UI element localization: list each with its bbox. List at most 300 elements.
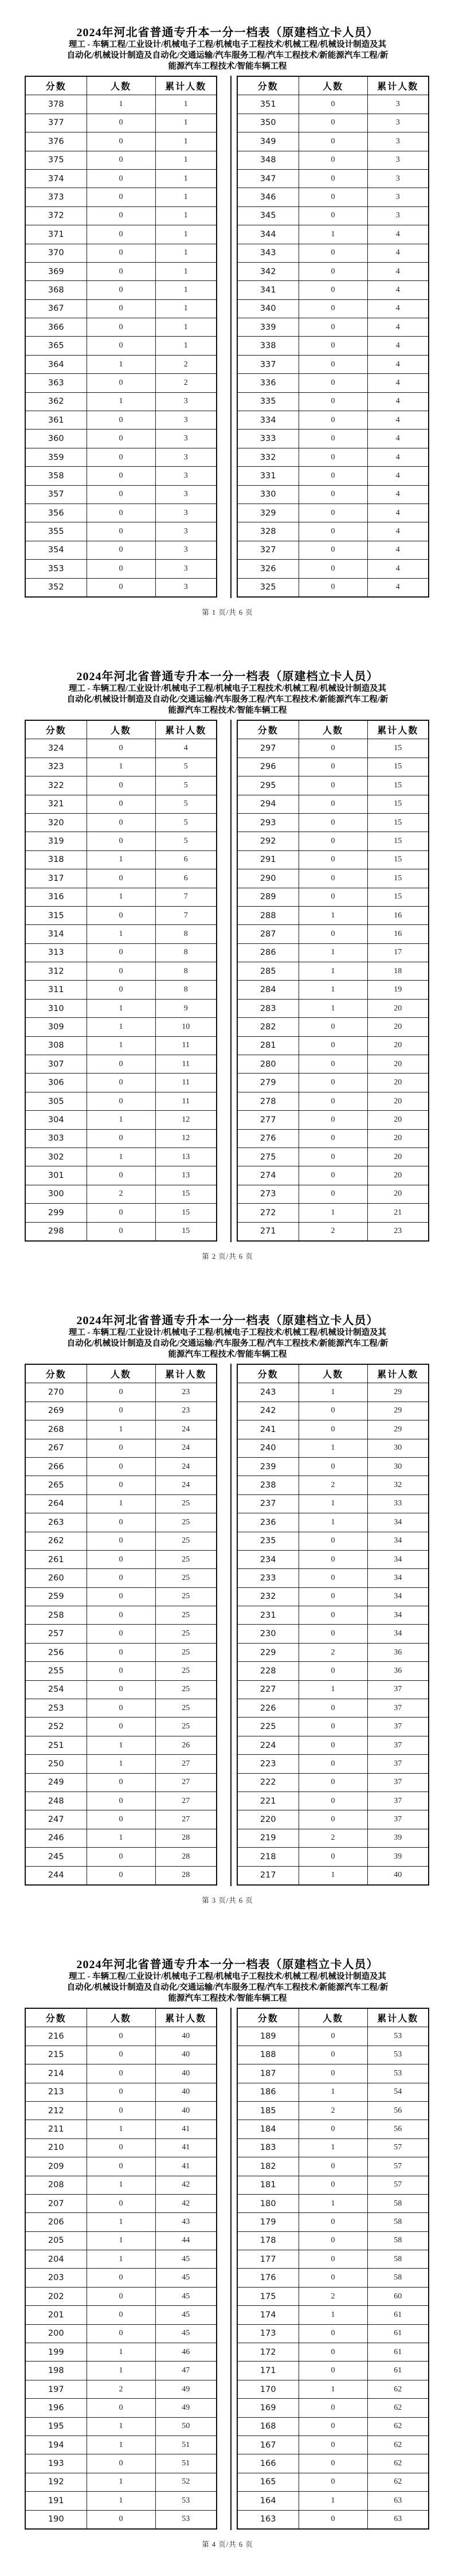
table-row [237,906,429,924]
count-cell: 0 [87,541,155,559]
table-row [237,206,429,225]
count-cell: 0 [87,1699,155,1718]
cumulative-cell: 3 [367,95,429,114]
cumulative-cell: 33 [367,1494,429,1513]
column-divider [230,1364,232,1886]
table-row [237,813,429,832]
document-page [0,1932,455,2576]
table-row [237,1680,429,1699]
score-cell: 168 [237,2417,299,2436]
table-row [25,281,217,299]
count-cell: 1 [299,1204,367,1222]
cumulative-cell: 6 [155,869,217,888]
table-row [237,1699,429,1718]
cumulative-cell: 16 [367,906,429,924]
score-cell: 196 [25,2399,87,2417]
table-row [25,2157,217,2176]
count-cell: 0 [87,1662,155,1680]
count-cell: 0 [87,1129,155,1148]
cumulative-cell: 42 [155,2176,217,2194]
cumulative-column-header: 累计人数 [155,720,217,739]
table-row [25,776,217,795]
cumulative-cell: 37 [367,1699,429,1718]
score-table-right [237,1364,429,1886]
count-cell: 0 [87,244,155,262]
count-cell: 0 [299,1625,367,1643]
table-row [25,850,217,869]
table-row [237,2492,429,2510]
table-row [237,1810,429,1829]
table-row [237,2380,429,2398]
cumulative-cell: 25 [155,1625,217,1643]
score-cell: 211 [25,2120,87,2138]
count-cell: 0 [299,1736,367,1754]
count-cell: 0 [87,2194,155,2212]
score-cell: 163 [237,2510,299,2529]
score-cell: 300 [25,1185,87,1203]
cumulative-cell: 45 [155,2269,217,2287]
table-row [25,504,217,522]
count-cell: 0 [299,1055,367,1074]
table-row [25,1111,217,1129]
cumulative-cell: 21 [367,1204,429,1222]
table-row [237,560,429,578]
score-cell: 232 [237,1587,299,1606]
cumulative-cell: 20 [367,1129,429,1148]
cumulative-cell: 5 [155,832,217,850]
subtitle-line: 能源汽车工程技术/智能车辆工程 [168,1350,287,1359]
subtitle-line: 理工 - 车辆工程/工业设计/机械电子工程/机械电子工程技术/机械工程/机械设计制造及其 [68,40,387,49]
count-cell: 0 [299,2064,367,2083]
count-cell: 0 [299,541,367,559]
cumulative-cell: 4 [367,411,429,430]
cumulative-cell: 20 [367,1092,429,1110]
cumulative-cell: 37 [367,1736,429,1754]
count-column-header: 人数 [299,720,367,739]
score-cell: 285 [237,962,299,981]
cumulative-cell: 2 [155,355,217,373]
table-row [25,2492,217,2510]
count-cell: 0 [299,430,367,448]
cumulative-cell: 4 [367,318,429,337]
score-cell: 347 [237,169,299,188]
score-cell: 185 [237,2101,299,2120]
count-cell: 0 [87,1222,155,1241]
table-row [25,2417,217,2436]
score-column-header: 分数 [25,1364,87,1383]
cumulative-cell: 25 [155,1680,217,1699]
cumulative-cell: 53 [367,2064,429,2083]
cumulative-cell: 53 [367,2046,429,2064]
cumulative-cell: 3 [367,206,429,225]
subtitle-line: 理工 - 车辆工程/工业设计/机械电子工程/机械电子工程技术/机械工程/机械设计制造及其 [68,1328,387,1337]
cumulative-cell: 17 [367,943,429,962]
count-cell: 0 [87,1718,155,1736]
table-row [25,1829,217,1847]
score-cell: 315 [25,906,87,924]
cumulative-cell: 1 [155,132,217,151]
score-cell: 367 [25,299,87,318]
score-cell: 345 [237,206,299,225]
cumulative-cell: 5 [155,758,217,776]
score-cell: 306 [25,1074,87,1092]
table-row [25,430,217,448]
score-cell: 354 [25,541,87,559]
cumulative-cell: 11 [155,1036,217,1055]
score-cell: 183 [237,2138,299,2157]
score-cell: 296 [237,758,299,776]
table-row [25,739,217,758]
count-cell: 0 [87,467,155,485]
count-cell: 0 [87,1773,155,1792]
table-row [237,151,429,169]
table-row [25,1606,217,1625]
cumulative-cell: 58 [367,2250,429,2269]
cumulative-cell: 25 [155,1494,217,1513]
column-divider [230,2008,232,2530]
table-row [25,758,217,776]
score-cell: 284 [237,981,299,999]
table-row [25,299,217,318]
count-cell: 0 [87,2269,155,2287]
count-cell: 0 [87,411,155,430]
cumulative-cell: 58 [367,2194,429,2212]
count-cell: 1 [87,2231,155,2250]
score-table-body [25,1383,217,1885]
count-cell: 0 [87,2138,155,2157]
score-cell: 223 [237,1755,299,1773]
cumulative-cell: 34 [367,1550,429,1568]
count-cell: 0 [87,448,155,466]
count-cell: 0 [87,1439,155,1457]
table-row [25,1222,217,1241]
cumulative-cell: 25 [155,1662,217,1680]
count-cell: 0 [299,1018,367,1036]
count-cell: 0 [299,832,367,850]
cumulative-cell: 34 [367,1569,429,1587]
score-cell: 241 [237,1420,299,1439]
table-row [25,2510,217,2529]
table-row [25,2101,217,2120]
score-cell: 182 [237,2157,299,2176]
table-row [237,374,429,392]
count-cell: 0 [299,1148,367,1166]
score-cell: 239 [237,1457,299,1476]
score-cell: 188 [237,2046,299,2064]
count-cell: 2 [87,1185,155,1203]
score-cell: 245 [25,1848,87,1866]
cumulative-cell: 40 [155,2046,217,2064]
cumulative-cell: 40 [155,2083,217,2101]
score-cell: 254 [25,1680,87,1699]
cumulative-cell: 20 [367,1036,429,1055]
cumulative-cell: 24 [155,1476,217,1494]
score-cell: 270 [25,1383,87,1402]
table-row [237,2362,429,2380]
score-cell: 198 [25,2362,87,2380]
table-row [237,1383,429,1402]
count-cell: 0 [299,262,367,280]
score-cell: 309 [25,1018,87,1036]
score-cell: 372 [25,206,87,225]
score-cell: 251 [25,1736,87,1754]
table-row [25,2138,217,2157]
score-cell: 259 [25,1587,87,1606]
cumulative-cell: 4 [367,392,429,411]
cumulative-cell: 29 [367,1420,429,1439]
cumulative-cell: 3 [367,151,429,169]
score-cell: 287 [237,925,299,943]
cumulative-cell: 53 [155,2510,217,2529]
table-row [237,1494,429,1513]
count-cell: 0 [87,1055,155,1074]
cumulative-cell: 58 [367,2231,429,2250]
cumulative-cell: 5 [155,795,217,813]
cumulative-cell: 61 [367,2343,429,2362]
table-row [237,448,429,466]
count-cell: 0 [299,2231,367,2250]
score-cell: 358 [25,467,87,485]
table-row [25,392,217,411]
table-row [237,1773,429,1792]
score-cell: 323 [25,758,87,776]
table-row [237,962,429,981]
score-cell: 176 [237,2269,299,2287]
table-row [237,2120,429,2138]
count-cell: 0 [299,1792,367,1810]
score-cell: 192 [25,2473,87,2491]
cumulative-cell: 25 [155,1513,217,1532]
table-row [25,1074,217,1092]
cumulative-cell: 61 [367,2306,429,2324]
cumulative-cell: 45 [155,2324,217,2343]
cumulative-cell: 15 [367,739,429,758]
table-row [237,114,429,132]
cumulative-cell: 4 [367,504,429,522]
table-row [25,1092,217,1110]
table-row [25,467,217,485]
count-cell: 0 [87,1625,155,1643]
count-cell: 1 [87,2362,155,2380]
count-cell: 0 [87,1166,155,1185]
score-cell: 215 [25,2046,87,2064]
count-cell: 0 [299,1755,367,1773]
score-cell: 220 [237,1810,299,1829]
count-cell: 0 [299,1092,367,1110]
count-cell: 0 [299,1587,367,1606]
score-cell: 227 [237,1680,299,1699]
table-row [25,813,217,832]
document-page [0,0,455,644]
cumulative-cell: 19 [367,981,429,999]
count-cell: 0 [299,2120,367,2138]
count-cell: 0 [299,795,367,813]
count-cell: 1 [87,850,155,869]
table-row [25,2343,217,2362]
score-cell: 267 [25,1439,87,1457]
document-page [0,1288,455,1932]
page-subtitle [0,1328,455,1360]
cumulative-column-header: 累计人数 [155,2008,217,2027]
table-row [237,2083,429,2101]
score-cell: 172 [237,2343,299,2362]
score-cell: 253 [25,1699,87,1718]
score-cell: 341 [237,281,299,299]
cumulative-cell: 56 [367,2120,429,2138]
table-row [25,981,217,999]
count-cell: 1 [299,2492,367,2510]
count-cell: 0 [299,281,367,299]
score-cell: 329 [237,504,299,522]
score-cell: 280 [237,1055,299,1074]
score-cell: 298 [25,1222,87,1241]
table-row [25,2380,217,2398]
cumulative-cell: 34 [367,1625,429,1643]
score-cell: 193 [25,2454,87,2473]
score-cell: 265 [25,1476,87,1494]
count-cell: 1 [299,2306,367,2324]
cumulative-cell: 49 [155,2380,217,2398]
score-cell: 375 [25,151,87,169]
count-cell: 0 [87,1402,155,1420]
page-footer: 第 3 页/共 6 页 [202,1896,253,1904]
score-table-left [25,2008,217,2530]
score-cell: 229 [237,1643,299,1661]
cumulative-cell: 54 [367,2083,429,2101]
cumulative-cell: 53 [367,2027,429,2046]
table-row [237,2454,429,2473]
cumulative-cell: 15 [367,869,429,888]
count-cell: 0 [299,2324,367,2343]
cumulative-cell: 15 [367,850,429,869]
cumulative-cell: 1 [155,169,217,188]
cumulative-cell: 24 [155,1439,217,1457]
table-row [25,1055,217,1074]
count-cell: 0 [87,981,155,999]
count-cell: 0 [299,485,367,504]
page-title: 2024年河北省普通专升本一分一档表（原建档立卡人员） [76,1958,379,1971]
count-cell: 0 [87,1092,155,1110]
count-cell: 0 [87,2306,155,2324]
cumulative-cell: 37 [367,1773,429,1792]
table-header-row [25,1364,217,1383]
count-cell: 0 [87,430,155,448]
count-cell: 0 [299,467,367,485]
cumulative-cell: 4 [367,225,429,244]
table-row [25,225,217,244]
table-row [237,1755,429,1773]
cumulative-cell: 45 [155,2287,217,2305]
subtitle-line: 能源汽车工程技术/智能车辆工程 [168,62,287,71]
score-cell: 371 [25,225,87,244]
score-cell: 360 [25,430,87,448]
count-cell: 0 [87,739,155,758]
cumulative-cell: 1 [155,206,217,225]
score-table-body [237,2027,429,2529]
table-row [237,776,429,795]
table-row [237,1550,429,1568]
cumulative-cell: 7 [155,906,217,924]
table-row [25,888,217,906]
count-cell: 0 [87,1587,155,1606]
table-row [237,2157,429,2176]
score-cell: 290 [237,869,299,888]
table-row [25,1420,217,1439]
count-cell: 0 [87,2083,155,2101]
count-cell: 0 [87,281,155,299]
count-cell: 1 [299,1383,367,1402]
cumulative-cell: 40 [155,2101,217,2120]
count-cell: 1 [299,943,367,962]
cumulative-cell: 44 [155,2231,217,2250]
cumulative-cell: 63 [367,2510,429,2529]
table-row [237,2343,429,2362]
table-row [237,2324,429,2343]
count-cell: 1 [299,2138,367,2157]
score-cell: 210 [25,2138,87,2157]
count-cell: 0 [87,795,155,813]
count-cell: 1 [87,2176,155,2194]
cumulative-cell: 11 [155,1055,217,1074]
score-cell: 234 [237,1550,299,1568]
table-row [237,1166,429,1185]
count-cell: 0 [87,1513,155,1532]
count-cell: 0 [299,2510,367,2529]
count-cell: 0 [299,1662,367,1680]
column-divider [230,720,232,1242]
table-row [237,1222,429,1241]
count-cell: 0 [299,318,367,337]
count-cell: 1 [87,95,155,114]
table-row [237,1848,429,1866]
cumulative-cell: 20 [367,1166,429,1185]
score-cell: 377 [25,114,87,132]
score-cell: 342 [237,262,299,280]
count-cell: 2 [87,2380,155,2398]
cumulative-cell: 15 [367,758,429,776]
cumulative-cell: 20 [367,999,429,1017]
table-row [237,2250,429,2269]
cumulative-cell: 5 [155,813,217,832]
cumulative-cell: 57 [367,2157,429,2176]
score-cell: 272 [237,1204,299,1222]
count-cell: 0 [87,1810,155,1829]
table-row [25,188,217,206]
cumulative-cell: 15 [367,813,429,832]
table-row [237,1204,429,1222]
score-cell: 335 [237,392,299,411]
cumulative-cell: 1 [155,151,217,169]
table-row [25,962,217,981]
count-cell: 1 [87,758,155,776]
cumulative-cell: 61 [367,2324,429,2343]
score-cell: 235 [237,1532,299,1550]
cumulative-cell: 45 [155,2306,217,2324]
score-cell: 373 [25,188,87,206]
score-cell: 301 [25,1166,87,1185]
score-table-body [25,2027,217,2529]
score-cell: 237 [237,1494,299,1513]
table-row [25,1699,217,1718]
cumulative-column-header: 累计人数 [367,2008,429,2027]
score-table-left [25,76,217,598]
score-cell: 327 [237,541,299,559]
count-cell: 2 [299,2287,367,2305]
count-cell: 0 [87,1866,155,1885]
score-cell: 181 [237,2176,299,2194]
table-row [25,2250,217,2269]
score-cell: 214 [25,2064,87,2083]
